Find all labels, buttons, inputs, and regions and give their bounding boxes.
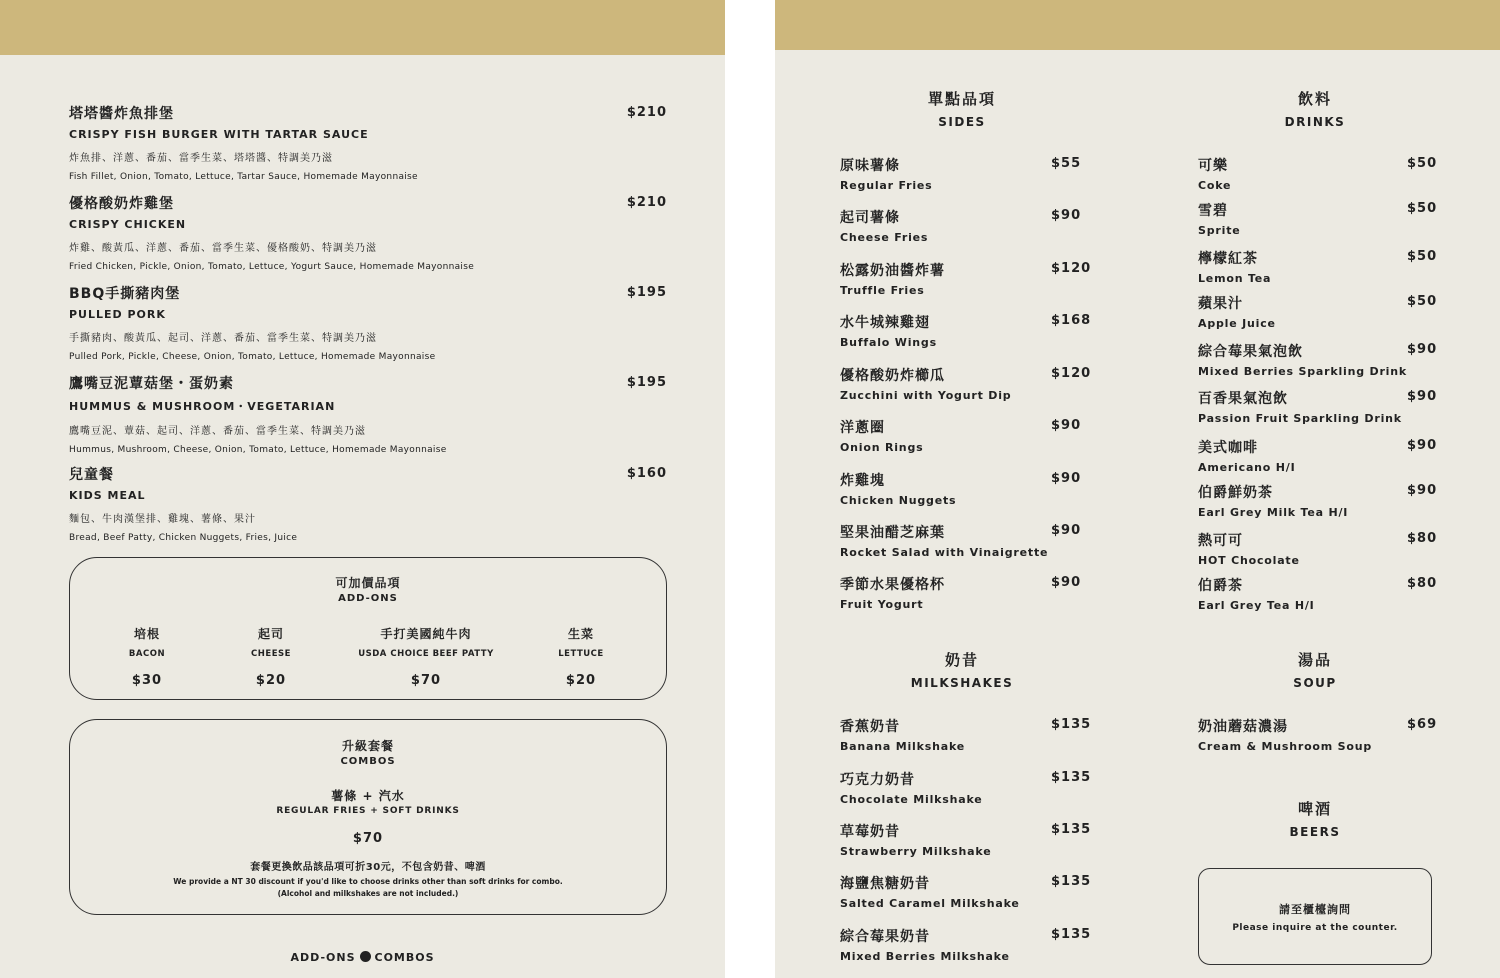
item-ingredients-zh: 麵包、牛肉漢堡排、雞塊、薯條、果汁 [69,514,256,525]
item-name-en: Fruit Yogurt [840,598,924,611]
item-name-zh: 美式咖啡 [1198,440,1258,456]
item-name-en: Americano H/I [1198,461,1296,474]
item-price: $195 [626,285,667,300]
item-name-zh: 巧克力奶昔 [840,772,915,788]
soup-heading [1195,649,1435,690]
soup-item-cream-mushroom [1198,716,1438,753]
item-ingredients-en: Hummus, Mushroom, Cheese, Onion, Tomato, Lettuce, Homemade Mayonnaise [69,445,447,455]
item-name-en: Banana Milkshake [840,740,966,753]
section-title-zh: 湯品 [1297,651,1332,669]
item-price: $120 [1051,366,1092,381]
section-title-en: BEERS [1289,825,1341,839]
right-menu-page [775,0,1500,978]
milkshake-item-chocolate [840,769,1090,806]
item-name-zh: 蘋果汁 [1198,296,1243,312]
item-name-zh: 兒童餐 [69,467,114,483]
item-name-zh: 綜合莓果奶昔 [840,929,930,945]
item-name-en: Cheese Fries [840,231,929,244]
item-name-en: Sprite [1198,224,1241,237]
section-title-zh: 奶昔 [944,651,979,669]
left-menu-page [0,0,725,978]
item-price: $90 [1407,483,1438,498]
drink-item-hot-chocolate [1198,530,1438,567]
addon-cheese [196,625,346,688]
item-name-en: Zucchini with Yogurt Dip [840,389,1012,402]
item-ingredients-en: Fish Fillet, Onion, Tomato, Lettuce, Tartar Sauce, Homemade Mayonnaise [69,172,418,182]
addon-name-zh: 起司 [257,627,284,641]
item-name-en: Coke [1198,179,1232,192]
item-name-zh: 洋蔥圈 [840,420,885,436]
item-name-zh: 草莓奶昔 [840,824,900,840]
addons-box [69,557,667,700]
addon-name-en: LETTUCE [558,649,604,659]
item-name-zh: 堅果油醋芝麻葉 [840,525,945,541]
item-name-en: KIDS MEAL [69,489,146,502]
item-ingredients-zh: 鷹嘴豆泥、蕈菇、起司、洋蔥、番茄、當季生菜、特調美乃滋 [69,426,366,437]
item-name-zh: 起司薯條 [840,210,900,226]
item-name-zh: 鷹嘴豆泥蕈菇堡・蛋奶素 [69,376,234,392]
item-name-en: Earl Grey Tea H/I [1198,599,1315,612]
item-price: $210 [626,195,667,210]
side-item-chicken-nuggets [840,470,1090,507]
item-price: $69 [1407,717,1438,732]
item-price: $90 [1051,471,1082,486]
item-name-en: PULLED PORK [69,308,166,321]
addon-price: $20 [565,673,597,688]
item-ingredients-zh: 炸雞、酸黃瓜、洋蔥、番茄、當季生菜、優格酸奶、特調美乃滋 [69,243,377,254]
side-item-onion-rings [840,417,1090,454]
addon-price: $30 [131,673,163,688]
side-item-truffle-fries [840,260,1090,297]
item-price: $135 [1051,874,1092,889]
item-name-en: Mixed Berries Milkshake [840,950,1010,963]
menu-item-crispy-chicken [69,193,669,272]
drinks-heading [1195,88,1435,129]
item-name-en: CRISPY FISH BURGER WITH TARTAR SAUCE [69,128,369,141]
item-name-en: Strawberry Milkshake [840,845,992,858]
addon-price: $70 [410,673,442,688]
item-name-en: Buffalo Wings [840,336,937,349]
item-name-zh: 季節水果優格杯 [840,577,945,593]
item-name-zh: 海鹽焦糖奶昔 [840,876,930,892]
item-ingredients-zh: 手撕豬肉、酸黃瓜、起司、洋蔥、番茄、當季生菜、特調美乃滋 [69,333,377,344]
item-name-en: Earl Grey Milk Tea H/I [1198,506,1349,519]
section-title-en: SOUP [1293,676,1337,690]
drink-item-sprite [1198,200,1438,237]
item-price: $80 [1407,576,1438,591]
milkshakes-heading [842,649,1082,690]
addon-lettuce [506,625,656,688]
addon-name-zh: 生菜 [567,627,594,641]
footer-combos-label: COMBOS [374,951,435,964]
item-name-zh: 原味薯條 [840,158,900,174]
item-name-en: Passion Fruit Sparkling Drink [1198,412,1402,425]
item-name-zh: 松露奶油醬炸薯 [840,263,945,279]
item-price: $90 [1407,389,1438,404]
addon-name-en: CHEESE [251,649,291,659]
item-price: $120 [1051,261,1092,276]
item-price: $90 [1051,418,1082,433]
header-band [0,0,725,55]
combo-price: $70 [352,831,384,846]
item-name-zh: BBQ手撕豬肉堡 [69,286,181,302]
item-name-zh: 熱可可 [1198,533,1243,549]
combos-title-zh: 升級套餐 [341,739,394,753]
item-name-zh: 伯爵鮮奶茶 [1198,485,1273,501]
addon-beef-patty [336,625,516,688]
combo-item-en: REGULAR FRIES + SOFT DRINKS [276,806,460,816]
item-price: $90 [1051,575,1082,590]
menu-item-hummus-mushroom [69,373,669,455]
item-name-zh: 水牛城辣雞翅 [840,315,930,331]
item-name-en: Chicken Nuggets [840,494,957,507]
milkshake-item-strawberry [840,821,1090,858]
section-title-en: DRINKS [1284,115,1346,129]
page-footer [0,951,725,964]
addon-name-en: USDA CHOICE BEEF PATTY [358,649,494,659]
addon-name-en: BACON [128,649,166,659]
item-name-zh: 雪碧 [1198,203,1228,219]
item-name-en: HUMMUS & MUSHROOM・VEGETARIAN [69,400,336,413]
drink-item-americano [1198,437,1438,474]
item-name-en: HOT Chocolate [1198,554,1300,567]
section-title-zh: 飲料 [1297,90,1332,108]
section-title-zh: 啤酒 [1297,800,1332,818]
item-ingredients-zh: 炸魚排、洋蔥、番茄、當季生菜、塔塔醬、特調美乃滋 [69,153,333,164]
addons-title-zh: 可加價品項 [335,576,401,590]
side-item-buffalo-wings [840,312,1090,349]
item-ingredients-en: Pulled Pork, Pickle, Cheese, Onion, Tomato, Lettuce, Homemade Mayonnaise [69,352,436,362]
combos-box [69,719,667,915]
item-price: $50 [1407,294,1438,309]
item-name-en: Cream & Mushroom Soup [1198,740,1373,753]
side-item-fruit-yogurt [840,574,1090,611]
item-name-zh: 檸檬紅茶 [1198,251,1258,267]
item-name-zh: 優格酸奶炸雞堡 [69,196,174,212]
item-name-zh: 奶油蘑菇濃湯 [1198,719,1288,735]
addons-title-en: ADD-ONS [338,593,398,604]
item-price: $168 [1051,313,1092,328]
item-price: $90 [1051,208,1082,223]
item-name-en: Apple Juice [1198,317,1276,330]
footer-addons-label: ADD-ONS [290,951,356,964]
item-price: $160 [626,466,667,481]
item-name-zh: 伯爵茶 [1198,578,1243,594]
item-name-zh: 炸雞塊 [840,473,885,489]
combo-note-en: We provide a NT 30 discount if you'd like to choose drinks other than soft drinks for combo. [173,877,563,886]
menu-item-pulled-pork [69,283,669,362]
item-name-zh: 塔塔醬炸魚排堡 [69,106,174,122]
item-name-en: Chocolate Milkshake [840,793,983,806]
item-ingredients-en: Bread, Beef Patty, Chicken Nuggets, Fries, Juice [69,533,298,543]
item-name-en: CRISPY CHICKEN [69,218,187,231]
item-price: $50 [1407,201,1438,216]
addon-name-zh: 培根 [133,627,160,641]
addon-price: $20 [255,673,287,688]
item-price: $135 [1051,770,1092,785]
side-item-regular-fries [840,155,1090,192]
section-title-en: SIDES [938,115,986,129]
drink-item-coke [1198,155,1438,192]
combo-note-en-2: (Alcohol and milkshakes are not included.) [277,889,459,898]
sides-heading [842,88,1082,129]
side-item-cheese-fries [840,207,1090,244]
side-item-rocket-salad [840,522,1090,559]
drink-item-passion-fruit-sparkling [1198,388,1438,425]
item-name-zh: 百香果氣泡飲 [1198,391,1288,407]
item-price: $50 [1407,249,1438,264]
item-name-en: Truffle Fries [840,284,925,297]
item-name-en: Lemon Tea [1198,272,1272,285]
item-price: $135 [1051,822,1092,837]
combo-item-zh: 薯條 + 汽水 [331,789,405,803]
section-title-zh: 單點品項 [927,90,996,108]
beers-heading [1195,798,1435,839]
item-name-en: Onion Rings [840,441,924,454]
item-name-zh: 可樂 [1198,158,1228,174]
addon-name-zh: 手打美國純牛肉 [380,627,472,641]
item-price: $210 [626,105,667,120]
drink-item-mixed-berries-sparkling [1198,341,1438,378]
item-price: $135 [1051,927,1092,942]
item-name-en: Rocket Salad with Vinaigrette [840,546,1049,559]
item-price: $55 [1051,156,1082,171]
item-name-zh: 綜合莓果氣泡飲 [1198,344,1303,360]
milkshake-item-banana [840,716,1090,753]
item-price: $80 [1407,531,1438,546]
item-name-en: Salted Caramel Milkshake [840,897,1020,910]
item-price: $90 [1407,342,1438,357]
beers-note-en: Please inquire at the counter. [1232,923,1398,933]
milkshake-item-mixed-berries [840,926,1090,963]
beers-inquiry-box [1198,868,1432,965]
item-ingredients-en: Fried Chicken, Pickle, Onion, Tomato, Lettuce, Yogurt Sauce, Homemade Mayonnaise [69,262,475,272]
item-price: $90 [1051,523,1082,538]
menu-item-kids-meal [69,464,669,543]
side-item-zucchini [840,365,1090,402]
drink-item-lemon-tea [1198,248,1438,285]
combos-title-en: COMBOS [340,756,396,767]
item-name-en: Mixed Berries Sparkling Drink [1198,365,1407,378]
item-name-zh: 優格酸奶炸櫛瓜 [840,368,945,384]
item-price: $135 [1051,717,1092,732]
item-price: $195 [626,375,667,390]
item-price: $90 [1407,438,1438,453]
combo-note-zh: 套餐更換飲品該品項可折30元，不包含奶昔、啤酒 [250,862,486,873]
item-name-zh: 香蕉奶昔 [840,719,900,735]
header-band [775,0,1500,50]
section-title-en: MILKSHAKES [910,676,1014,690]
drink-item-earl-grey-milk-tea [1198,482,1438,519]
item-price: $50 [1407,156,1438,171]
drink-item-earl-grey-tea [1198,575,1438,612]
beers-note-zh: 請至櫃檯詢問 [1279,903,1351,916]
drink-item-apple-juice [1198,293,1438,330]
milkshake-item-salted-caramel [840,873,1090,910]
menu-item-fish-burger [69,103,669,182]
item-name-en: Regular Fries [840,179,933,192]
footer-bullet-icon [360,951,371,962]
